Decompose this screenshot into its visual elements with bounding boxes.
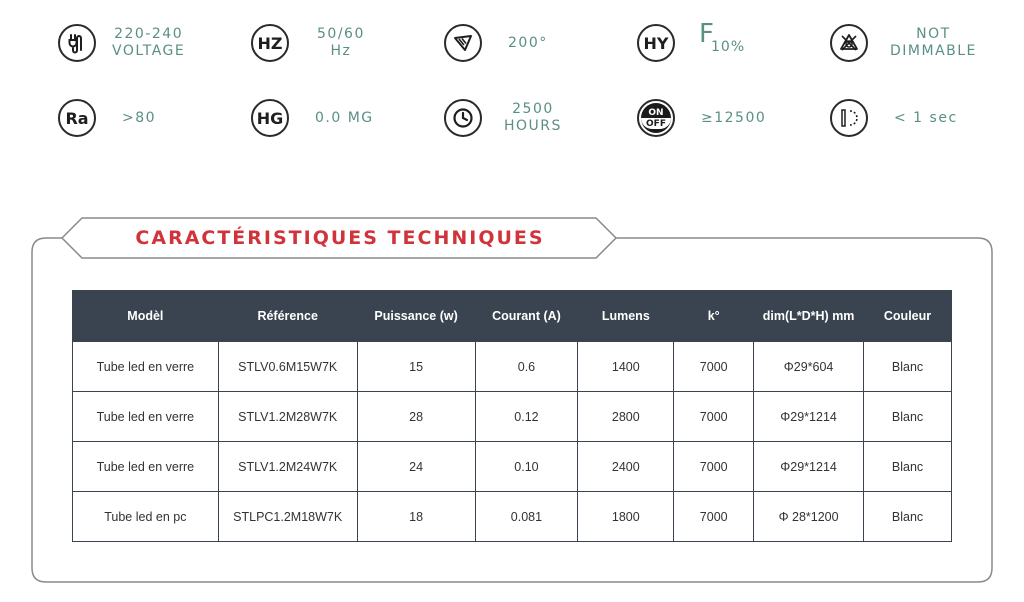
cell-model: Tube led en verre (73, 342, 219, 392)
cell-power: 15 (357, 342, 475, 392)
cell-power: 28 (357, 392, 475, 442)
table-row (73, 442, 952, 492)
cell-model: Tube led en verre (73, 392, 219, 442)
col-header-color: Couleur (864, 291, 952, 342)
col-header-kelvin: k° (674, 291, 754, 342)
col-header-reference: Référence (218, 291, 357, 342)
cell-reference: STLV1.2M24W7K (218, 442, 357, 492)
cell-dimensions: Φ 28*1200 (754, 492, 864, 542)
startup-value: < 1 sec (894, 109, 958, 126)
cell-color: Blanc (864, 492, 952, 542)
energy-class-value: F 10% (699, 19, 746, 55)
cell-color: Blanc (864, 442, 952, 492)
cell-reference: STLV0.6M15W7K (218, 342, 357, 392)
table-header-row (73, 291, 952, 342)
cell-lumens: 2800 (578, 392, 674, 442)
cell-lumens: 2400 (578, 442, 674, 492)
cell-current: 0.6 (475, 342, 578, 392)
col-header-lumens: Lumens (578, 291, 674, 342)
beam-angle-value: 200° (508, 34, 548, 51)
cell-lumens: 1800 (578, 492, 674, 542)
dimmable-value: NOT DIMMABLE (890, 26, 977, 59)
cell-dimensions: Φ29*1214 (754, 442, 864, 492)
on-off-icon: ON OFF (637, 99, 675, 137)
cell-kelvin: 7000 (674, 392, 754, 442)
hg-badge: HG (251, 99, 289, 137)
lifetime-value: 2500 HOURS (504, 101, 562, 134)
hz-badge: HZ (251, 24, 289, 62)
table-row (73, 342, 952, 392)
col-header-dimensions: dim(L*D*H) mm (754, 291, 864, 342)
cell-model: Tube led en verre (73, 442, 219, 492)
cell-model: Tube led en pc (73, 492, 219, 542)
cell-kelvin: 7000 (674, 342, 754, 392)
cell-lumens: 1400 (578, 342, 674, 392)
cell-kelvin: 7000 (674, 442, 754, 492)
cell-reference: STLV1.2M28W7K (218, 392, 357, 442)
hg-value: 0.0 MG (315, 109, 374, 126)
cell-kelvin: 7000 (674, 492, 754, 542)
cell-color: Blanc (864, 342, 952, 392)
cell-power: 24 (357, 442, 475, 492)
cell-dimensions: Φ29*1214 (754, 392, 864, 442)
ra-badge: Ra (58, 99, 96, 137)
col-header-power: Puissance (w) (357, 291, 475, 342)
cell-power: 18 (357, 492, 475, 542)
table-row (73, 492, 952, 542)
cell-current: 0.12 (475, 392, 578, 442)
col-header-current: Courant (A) (475, 291, 578, 342)
cell-dimensions: Φ29*604 (754, 342, 864, 392)
section-title: CARACTÉRISTIQUES TECHNIQUES (135, 227, 545, 249)
cell-current: 0.10 (475, 442, 578, 492)
cell-reference: STLPC1.2M18W7K (218, 492, 357, 542)
hy-badge: HY (637, 24, 675, 62)
specs-table (72, 290, 952, 542)
ra-value: >80 (122, 109, 157, 126)
cell-color: Blanc (864, 392, 952, 442)
cell-current: 0.081 (475, 492, 578, 542)
frequency-value: 50/60 Hz (317, 26, 365, 59)
voltage-value: 220-240 VOLTAGE (112, 26, 186, 59)
col-header-model: Modèl (73, 291, 219, 342)
table-row (73, 392, 952, 442)
switching-cycles-value: ≥12500 (701, 109, 767, 126)
